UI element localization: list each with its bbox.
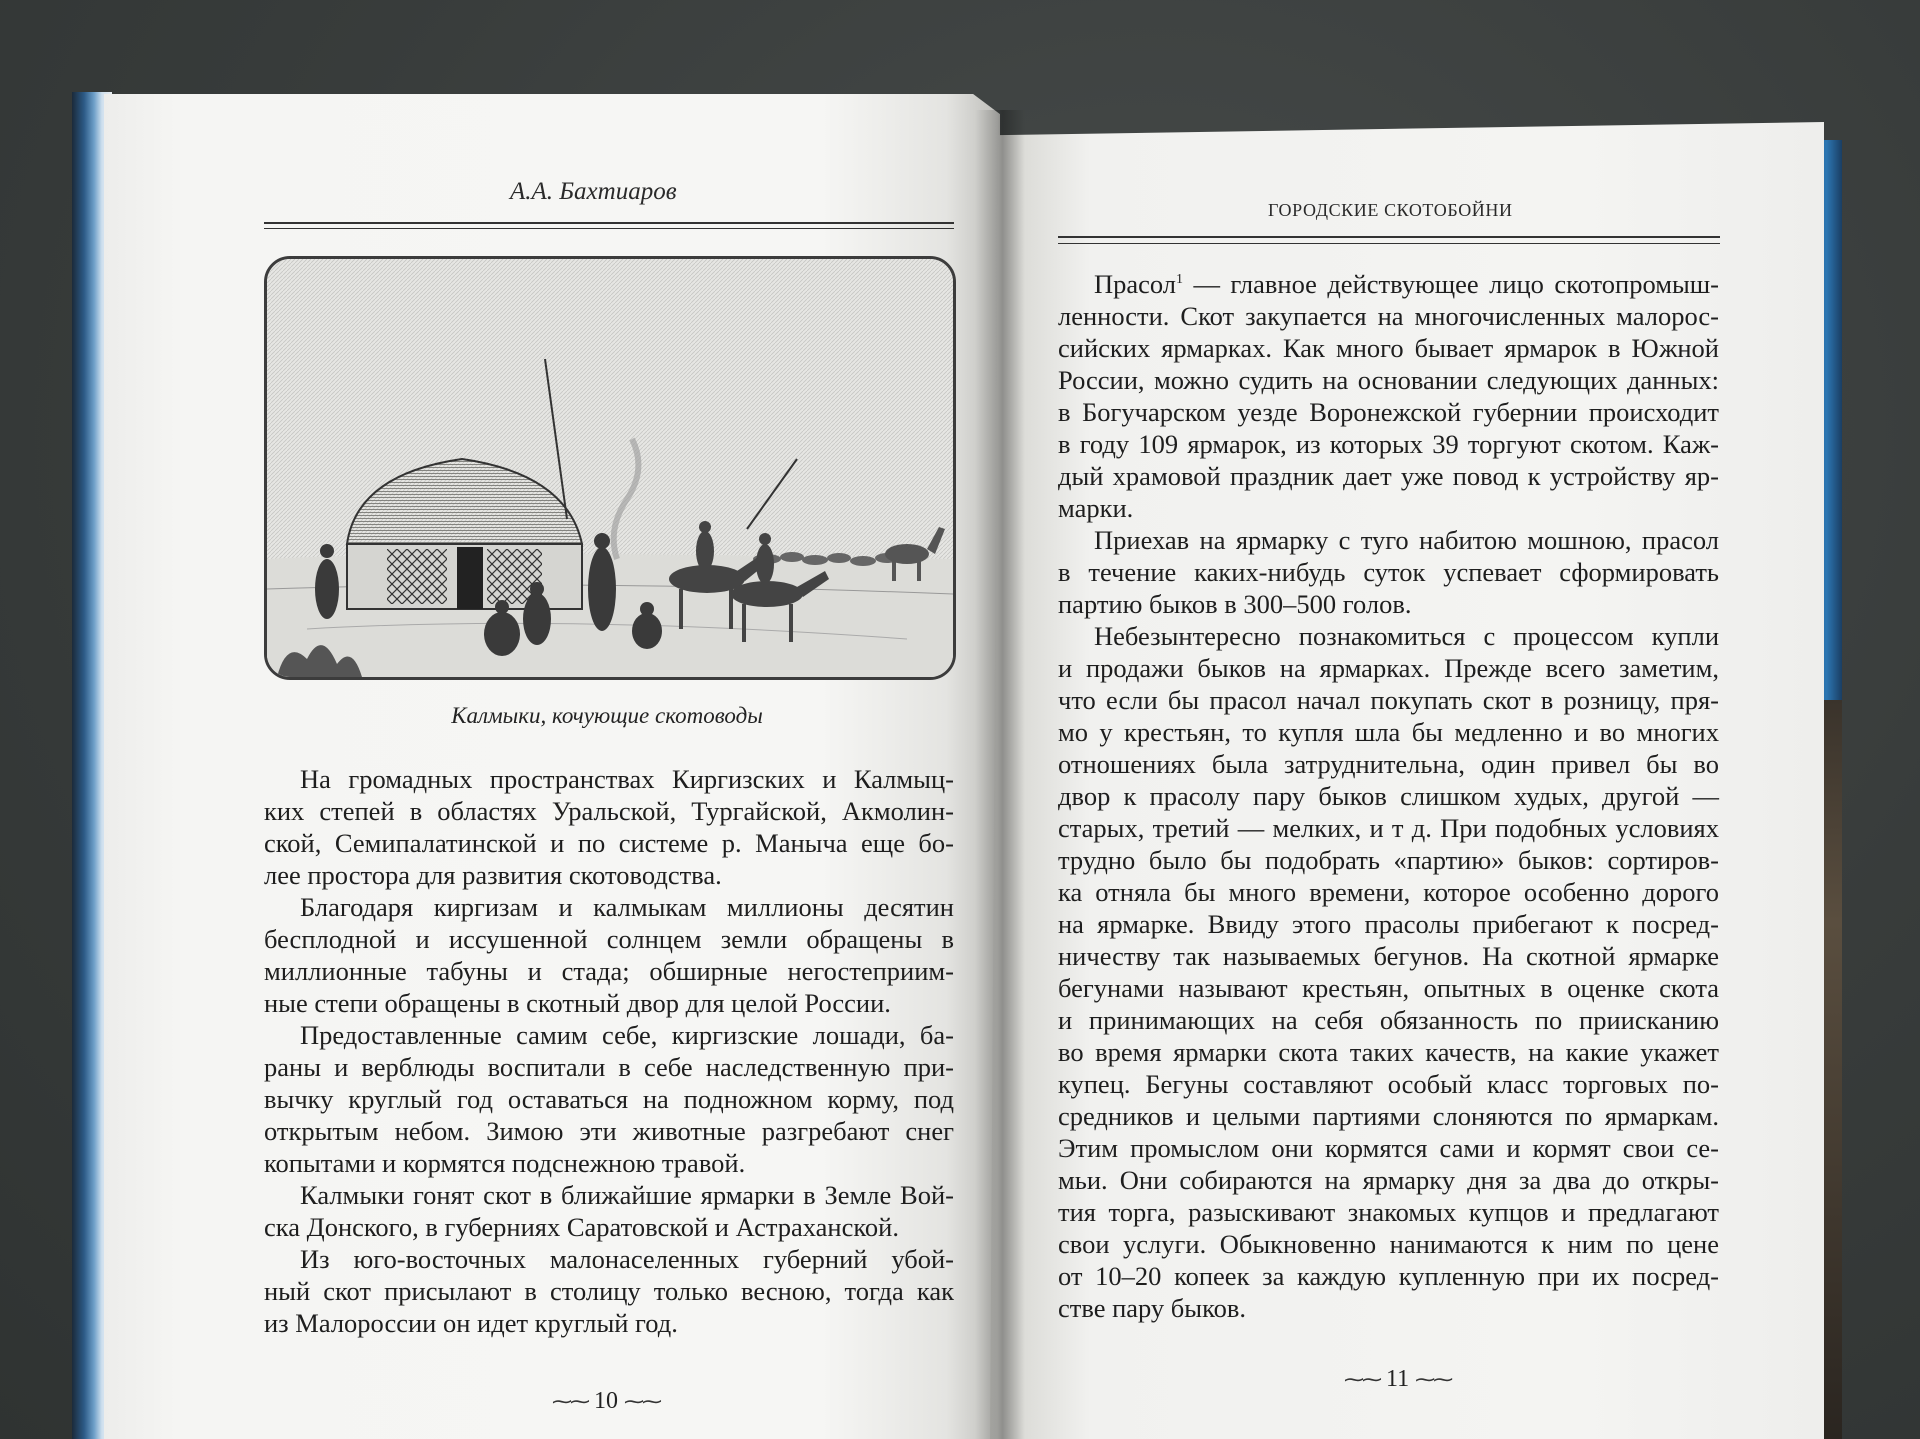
text-line: Из юго-восточных малонаселенных губерний убой- (300, 1244, 954, 1274)
text-line: в Богучарском уезде Воронежской губернии происходит (1058, 397, 1719, 427)
text-line-first (1058, 268, 1719, 300)
ornament-right-icon: ⁓ (1415, 1369, 1434, 1391)
text-line: мьи. Они собираются на ярмарку дня за два до откры- (1058, 1165, 1719, 1195)
text-line: ные степи обращены в скотный двор для целой России. (264, 988, 891, 1018)
text-line: лее простора для развития скотоводства. (264, 860, 722, 890)
text-line: России, можно судить на основании следующих данных: (1058, 365, 1719, 395)
footnote-mark: 1 (1176, 272, 1184, 288)
text-line: Калмыки гонят скот в ближайшие ярмарки в Земле Вой- (300, 1180, 954, 1210)
header-rule-thin (264, 228, 954, 229)
right-page-body (1058, 268, 1719, 1324)
right-page-number (1344, 1366, 1451, 1393)
text-line: бесплодной и иссушенной солнцем земли обращены в (264, 924, 954, 954)
header-rule-thick (1058, 236, 1720, 238)
text-line: стве пару быков. (1058, 1293, 1247, 1323)
text-line: На громадных пространствах Киргизских и Калмыц- (300, 764, 954, 794)
text-line: Приехав на ярмарку с туго набитою мошною, прасол (1094, 525, 1719, 555)
first-line-rest: — главное действующее лицо скотопромыш- (1183, 269, 1719, 299)
yurt-camp-engraving (267, 259, 953, 677)
text-line: мо у крестьян, то купля шла бы медленно и во многих (1058, 717, 1719, 747)
text-line: ничеству так называемых бегунов. На скотной ярмарке (1058, 941, 1719, 971)
ornament-left-icon: ⁓ (552, 1391, 570, 1413)
text-line: ска Донского, в губерниях Саратовской и Астраханской. (264, 1212, 899, 1242)
text-line: купец. Бегуны составляют особый класс торговых по- (1058, 1069, 1719, 1099)
text-line: тия торга, разыскивают знакомых купцов и предлагают (1058, 1197, 1719, 1227)
left-page-number (552, 1388, 660, 1415)
text-line: и продажи быков на ярмарках. Прежде всего заметим, (1058, 653, 1719, 683)
text-line: отношениях была затруднительна, один привел бы во (1058, 749, 1719, 779)
ornament-left-icon: ⁓ (1344, 1369, 1362, 1391)
text-line: из Малороссии он идет круглый год. (264, 1308, 678, 1338)
text-line: в году 109 ярмарок, из которых 39 торгуют скотом. Каж- (1058, 429, 1719, 459)
text-line: средников и целыми партиями слоняются по ярмаркам. (1058, 1101, 1719, 1131)
text-line: и принимающих на себя обязанность по приисканию (1058, 1005, 1719, 1035)
text-line: дый храмовой праздник дает уже повод к устройству яр- (1058, 461, 1719, 491)
left-page-body (264, 763, 954, 1339)
left-running-header: А.А. Бахтиаров (510, 178, 677, 205)
text-line: ких степей в областях Уральской, Тургайской, Акмолин- (264, 796, 954, 826)
text-line: Предоставленные самим себе, киргизские лошади, ба- (300, 1020, 954, 1050)
text-line: от 10–20 копеек за каждую купленную при их посред- (1058, 1261, 1719, 1291)
illustration-caption: Калмыки, кочующие скотоводы (451, 703, 763, 728)
header-rule-thin (1058, 243, 1720, 244)
text-line: ской, Семипалатинской и по системе р. Маныча еще бо- (264, 828, 954, 858)
text-line: во время ярмарки скота таких качеств, на какие укажет (1058, 1037, 1719, 1067)
text-line: в течение каких-нибудь суток успевает сформировать (1058, 557, 1719, 587)
text-line: копытами и кормятся подснежною травой. (264, 1148, 746, 1178)
text-line: марки. (1058, 493, 1134, 523)
right-running-header: ГОРОДСКИЕ СКОТОБОЙНИ (1268, 200, 1513, 220)
text-line: старых, третий — мелких, и т д. При подобных условиях (1058, 813, 1719, 843)
first-word: Прасол (1094, 269, 1177, 299)
text-line: раны и верблюды воспитали в себе наследственную при- (264, 1052, 954, 1082)
text-line: Небезынтересно познакомиться с процессом купли (1094, 621, 1719, 651)
text-line: ный скот присылают в столицу только весною, тогда как (264, 1276, 954, 1306)
text-line: двор к прасолу пару быков слишком худых, другой — (1058, 781, 1719, 811)
text-line: миллионные табуны и стада; обширные негостеприим- (264, 956, 954, 986)
ornament-right-icon: ⁓ (1433, 1369, 1452, 1391)
text-line: что если бы прасол начал покупать скот в розницу, пря- (1058, 685, 1719, 715)
text-line: на ярмарке. Ввиду этого прасолы прибегают к посред- (1058, 909, 1719, 939)
text-line: трудно было бы подобрать «партию» быков: сортиров- (1058, 845, 1719, 875)
ornament-right-icon: ⁓ (624, 1391, 642, 1413)
header-rule-thick (264, 222, 954, 224)
text-line: партию быков в 300–500 голов. (1058, 589, 1412, 619)
engraving-illustration (264, 256, 956, 680)
text-line: Этим промыслом они кормятся сами и кормят свои се- (1058, 1133, 1719, 1163)
text-line: вычку круглый год оставаться на подножном корму, под (264, 1084, 954, 1114)
text-line: ка отняла бы много времени, которое особенно дорого (1058, 877, 1719, 907)
text-line: открытым небом. Зимою эти животные разгребают снег (264, 1116, 954, 1146)
page-number-value: 10 (594, 1388, 618, 1414)
ornament-left-icon: ⁓ (1362, 1369, 1380, 1391)
text-line: сийских ярмарках. Как много бывает ярмарок в Южной (1058, 333, 1719, 363)
text-line: Благодаря киргизам и калмыкам миллионы десятин (300, 892, 954, 922)
book-gutter (975, 110, 1025, 1439)
ornament-right-icon: ⁓ (642, 1391, 660, 1413)
text-line: свои услуги. Обыкновенно нанимаются к ним по цене (1058, 1229, 1719, 1259)
text-line: бегунами называют крестьян, опытных в оценке скота (1058, 973, 1719, 1003)
text-line: ленности. Скот закупается на многочисленных малорос- (1058, 301, 1719, 331)
page-number-value: 11 (1386, 1366, 1410, 1392)
ornament-left-icon: ⁓ (570, 1391, 588, 1413)
